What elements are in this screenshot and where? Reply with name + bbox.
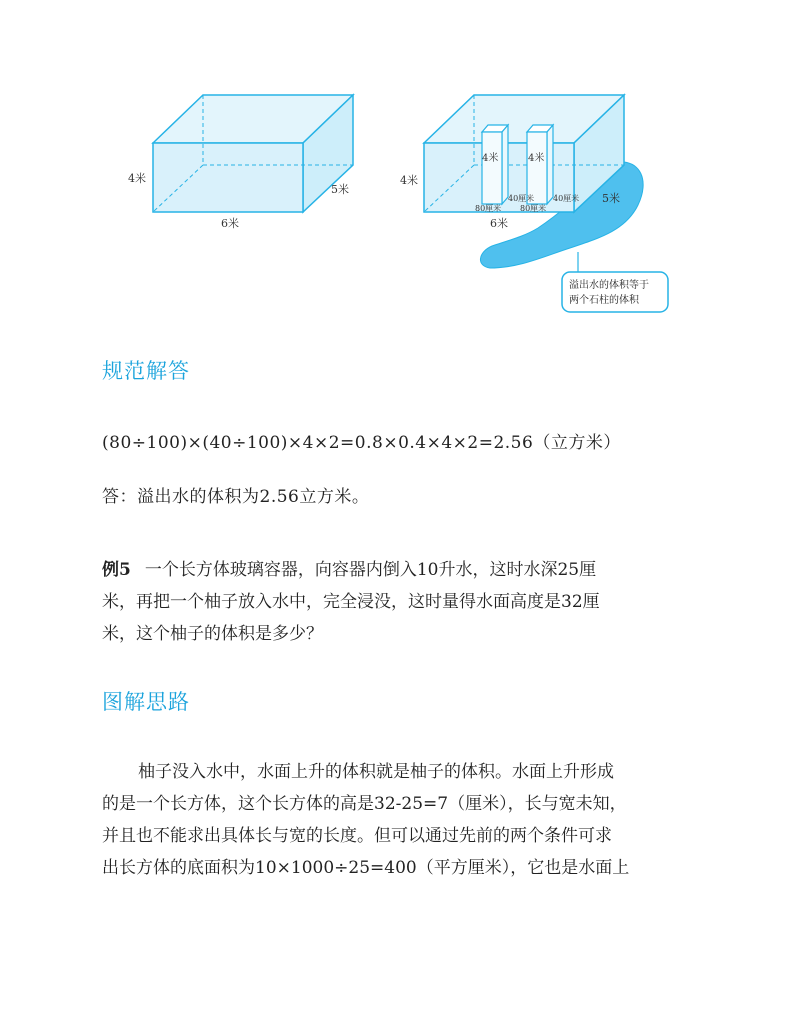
callout-line1: 溢出水的体积等于 — [569, 280, 649, 291]
stone-pillar-1 — [482, 125, 508, 204]
example5-line-3: 米，这个柚子的体积是多少？ — [102, 624, 323, 644]
right-depth-label: 5米 — [602, 192, 620, 205]
explanation-block — [102, 756, 702, 884]
left-depth-label: 5米 — [331, 183, 349, 196]
example5-block — [102, 554, 702, 650]
pillar2-depth-label: 40厘米 — [553, 194, 580, 203]
left-height-label: 4米 — [128, 172, 146, 185]
pillar2-height-label: 4米 — [528, 153, 545, 164]
example5-line-1 — [102, 554, 702, 586]
diagram-svg — [0, 0, 800, 330]
pillar1-width-label: 80厘米 — [475, 204, 502, 213]
left-cuboid — [153, 95, 353, 212]
right-height-label: 4米 — [400, 174, 418, 187]
pillar1-height-label: 4米 — [482, 153, 499, 164]
explanation-line-2: 的是一个长方体，这个长方体的高是32-25=7（厘米），长与宽未知， — [102, 794, 627, 814]
diagram-figure — [0, 0, 800, 330]
explanation-line-3: 并且也不能求出具体长与宽的长度。但可以通过先前的两个条件可求 — [102, 826, 612, 846]
solution-formula: (80÷100)×(40÷100)×4×2=0.8×0.4×4×2=2.56（立方米） — [102, 433, 621, 453]
explanation-line-4: 出长方体的底面积为10×1000÷25=400（平方厘米），它也是水面上 — [102, 858, 630, 878]
solution-answer: 答：溢出水的体积为2.56立方米。 — [102, 487, 370, 507]
explanation-line-1: 柚子没入水中，水面上升的体积就是柚子的体积。水面上升形成 — [138, 762, 614, 782]
right-width-label: 6米 — [490, 217, 508, 230]
callout-line2: 两个石柱的体积 — [569, 295, 639, 306]
section-title-solution: 规范解答 — [102, 359, 190, 383]
example5-text-1: 一个长方体玻璃容器，向容器内倒入10升水，这时水深25厘 — [144, 560, 597, 580]
pillar2-width-label: 80厘米 — [520, 204, 547, 213]
callout-box — [562, 252, 668, 312]
left-width-label: 6米 — [221, 217, 239, 230]
example5-line-2: 米，再把一个柚子放入水中，完全浸没，这时量得水面高度是32厘 — [102, 592, 600, 612]
pillar1-depth-label: 40厘米 — [508, 194, 535, 203]
section-title-analysis: 图解思路 — [102, 690, 190, 714]
stone-pillar-2 — [527, 125, 553, 204]
example5-label: 例5 — [102, 560, 131, 580]
